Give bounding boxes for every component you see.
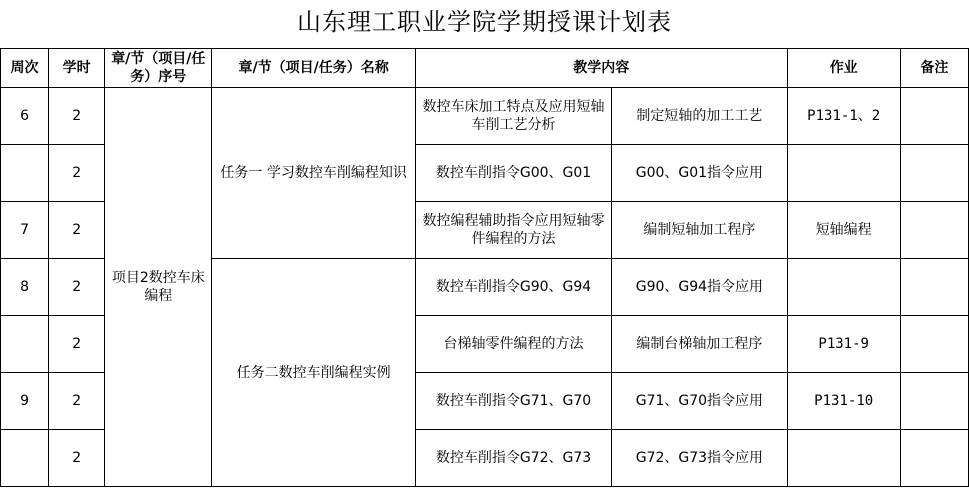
cell-homework — [787, 430, 900, 487]
cell-hours: 2 — [49, 373, 105, 430]
page-title: 山东理工职业学院学期授课计划表 — [297, 8, 672, 36]
header-chapter-name: 章/节（项目/任务）名称 — [212, 49, 415, 88]
cell-content1: 台梯轴零件编程的方法 — [415, 316, 611, 373]
cell-hours: 2 — [49, 145, 105, 202]
cell-content2: G00、G01指令应用 — [612, 145, 787, 202]
cell-remarks — [900, 259, 968, 316]
cell-week — [1, 145, 49, 202]
cell-homework — [787, 145, 900, 202]
table-row — [1, 88, 969, 145]
cell-task-1: 任务一 学习数控车削编程知识 — [212, 88, 415, 259]
cell-week: 8 — [1, 259, 49, 316]
cell-content1: 数控编程辅助指令应用短轴零件编程的方法 — [415, 202, 611, 259]
cell-content2: 制定短轴的加工工艺 — [612, 88, 787, 145]
cell-remarks — [900, 373, 968, 430]
cell-content1: 数控车削指令G71、G70 — [415, 373, 611, 430]
header-remarks: 备注 — [900, 49, 968, 88]
cell-content1: 数控车削指令G72、G73 — [415, 430, 611, 487]
cell-hours: 2 — [49, 316, 105, 373]
cell-remarks — [900, 145, 968, 202]
cell-content2: G90、G94指令应用 — [612, 259, 787, 316]
cell-content2: 编制短轴加工程序 — [612, 202, 787, 259]
cell-homework — [787, 259, 900, 316]
cell-content2: 编制台梯轴加工程序 — [612, 316, 787, 373]
cell-content1: 数控车削指令G90、G94 — [415, 259, 611, 316]
cell-homework: 短轴编程 — [787, 202, 900, 259]
cell-hours: 2 — [49, 88, 105, 145]
header-homework: 作业 — [787, 49, 900, 88]
cell-week: 7 — [1, 202, 49, 259]
cell-homework: P131-9 — [787, 316, 900, 373]
cell-week — [1, 430, 49, 487]
cell-content1: 数控车床加工特点及应用短轴车削工艺分析 — [415, 88, 611, 145]
cell-content2: G71、G70指令应用 — [612, 373, 787, 430]
header-chapter-no: 章/节（项目/任务）序号 — [105, 49, 212, 88]
cell-task-2: 任务二数控车削编程实例 — [212, 259, 415, 487]
teaching-plan-table — [0, 48, 969, 487]
cell-remarks — [900, 202, 968, 259]
cell-homework: P131-1、2 — [787, 88, 900, 145]
table-header-row — [1, 49, 969, 88]
header-content: 教学内容 — [415, 49, 787, 88]
header-week: 周次 — [1, 49, 49, 88]
cell-content2: G72、G73指令应用 — [612, 430, 787, 487]
cell-remarks — [900, 88, 968, 145]
cell-project: 项目2数控车床编程 — [105, 88, 212, 487]
cell-remarks — [900, 316, 968, 373]
cell-week: 6 — [1, 88, 49, 145]
cell-homework: P131-10 — [787, 373, 900, 430]
header-hours: 学时 — [49, 49, 105, 88]
cell-hours: 2 — [49, 259, 105, 316]
cell-hours: 2 — [49, 430, 105, 487]
cell-hours: 2 — [49, 202, 105, 259]
cell-week: 9 — [1, 373, 49, 430]
cell-remarks — [900, 430, 968, 487]
cell-week — [1, 316, 49, 373]
cell-content1: 数控车削指令G00、G01 — [415, 145, 611, 202]
